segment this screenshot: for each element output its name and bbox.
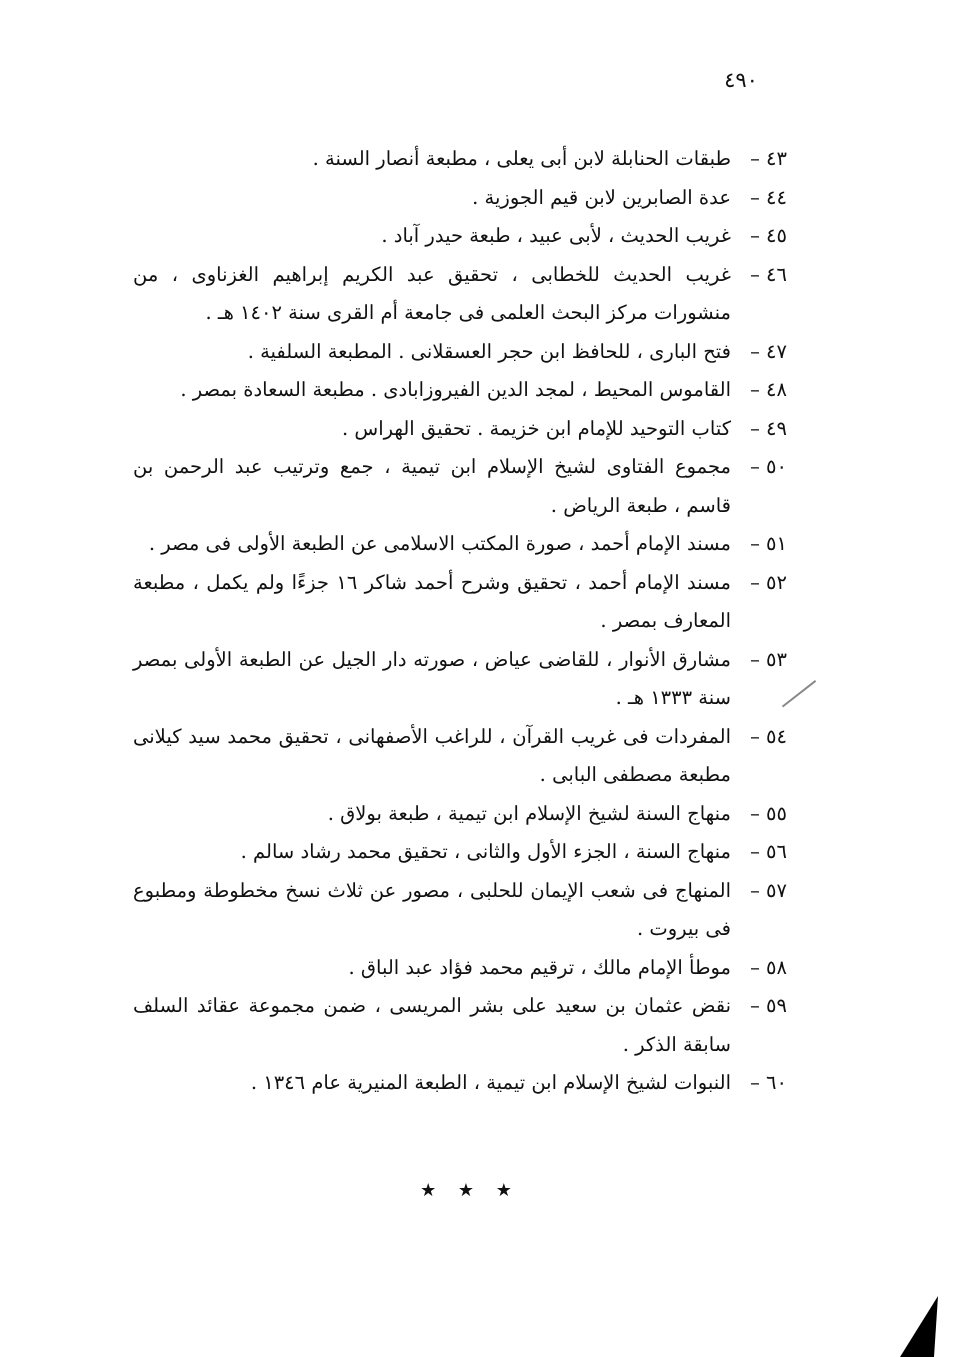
list-item [133,410,793,449]
reference-number: ٦٠ – [750,1071,787,1094]
list-item [133,140,793,179]
list-item [133,217,793,256]
scan-edge-shadow-shape [900,1296,938,1357]
reference-text: مجموع الفتاوى لشيخ الإسلام ابن تيمية ، جمع وترتيب عبد الرحمن بن قاسم ، طبعة الرياض . [133,455,731,517]
reference-number: ٤٤ – [750,185,787,209]
list-item [133,371,793,410]
reference-text: المنهاج فى شعب الإيمان للحلبى ، مصور عن ثلاث نسخ مخطوطة ومطبوع فى بيروت . [133,878,731,940]
reference-number: ٤٧ – [750,339,787,363]
reference-number: ٥٣ – [750,647,787,671]
list-item [133,987,793,1064]
reference-text: مسند الإمام أحمد ، صورة المكتب الاسلامى عن الطبعة الأولى فى مصر . [148,532,731,555]
page-number: ٤٩٠ [724,68,758,92]
reference-text: القاموس المحيط ، لمجد الدين الفيروزابادى . مطبعة السعادة بمصر . [180,378,731,401]
reference-number: ٥٢ – [750,570,787,594]
reference-number: ٥٨ – [750,955,787,979]
reference-number: ٥٤ – [750,724,787,748]
reference-number: ٤٥ – [750,224,787,247]
list-item [133,872,793,949]
list-item [133,641,793,718]
section-separator: ★ ★ ★ [420,1180,520,1201]
reference-number: ٤٦ – [750,262,787,286]
list-item [133,564,793,641]
list-item [133,333,793,372]
list-item [133,795,793,834]
reference-text: عدة الصابرين لابن قيم الجوزية . [472,185,731,209]
reference-number: ٤٨ – [750,378,787,401]
reference-list [133,140,793,1103]
reference-number: ٥١ – [750,532,787,555]
list-item [133,833,793,872]
reference-number: ٥٠ – [750,455,787,478]
list-item [133,179,793,218]
reference-text: منهاج السنة ، الجزء الأول والثانى ، تحقيق محمد رشاد سالم . [240,840,731,863]
reference-text: طبقات الحنابلة لابن أبى يعلى ، مطبعة أنصار السنة . [312,147,731,170]
reference-text: نقض عثمان بن سعيد على بشر المريسى ، ضمن مجموعة عقائد السلف سابقة الذكر . [133,994,731,1056]
list-item [133,718,793,795]
reference-text: غريب الحديث ، لأبى عبيد ، طبعة حيدر آباد . [381,224,731,247]
reference-text: مشارق الأنوار ، للقاضى عياض ، صورته دار الجيل عن الطبعة الأولى بمصر سنة ١٣٣٣ هـ . [133,647,731,709]
reference-number: ٥٩ – [750,994,787,1017]
reference-text: فتح البارى ، للحافظ ابن حجر العسقلانى . المطبعة السلفية . [247,339,731,363]
reference-text: المفردات فى غريب القرآن ، للراغب الأصفهانى ، تحقيق محمد سيد كيلانى مطبعة مصطفى البابى . [133,724,731,786]
reference-text: غريب الحديث للخطابى ، تحقيق عبد الكريم إبراهيم الغزناوى ، من منشورات مركز البحث العلمى فى جامعة أم القرى سنة ١٤٠٢ هـ . [133,262,731,324]
reference-text: منهاج السنة لشيخ الإسلام ابن تيمية ، طبعة بولاق . [327,801,731,825]
reference-number: ٥٥ – [750,801,787,825]
reference-number: ٤٩ – [750,416,787,440]
reference-text: موطأ الإمام مالك ، ترقيم محمد فؤاد عبد الباق . [348,955,731,979]
list-item [133,256,793,333]
reference-text: النبوات لشيخ الإسلام ابن تيمية ، الطبعة المنيرية عام ١٣٤٦ . [250,1071,731,1094]
reference-number: ٥٦ – [750,840,787,863]
list-item [133,1064,793,1103]
list-item [133,949,793,988]
reference-text: مسند الإمام أحمد ، تحقيق وشرح أحمد شاكر ١٦ جزءًا ولم يكمل ، مطبعة المعارف بمصر . [133,570,731,632]
reference-text: كتاب التوحيد للإمام ابن خزيمة . تحقيق الهراس . [342,416,731,440]
reference-number: ٤٣ – [750,147,787,170]
reference-number: ٥٧ – [750,878,787,902]
list-item [133,525,793,564]
list-item [133,448,793,525]
